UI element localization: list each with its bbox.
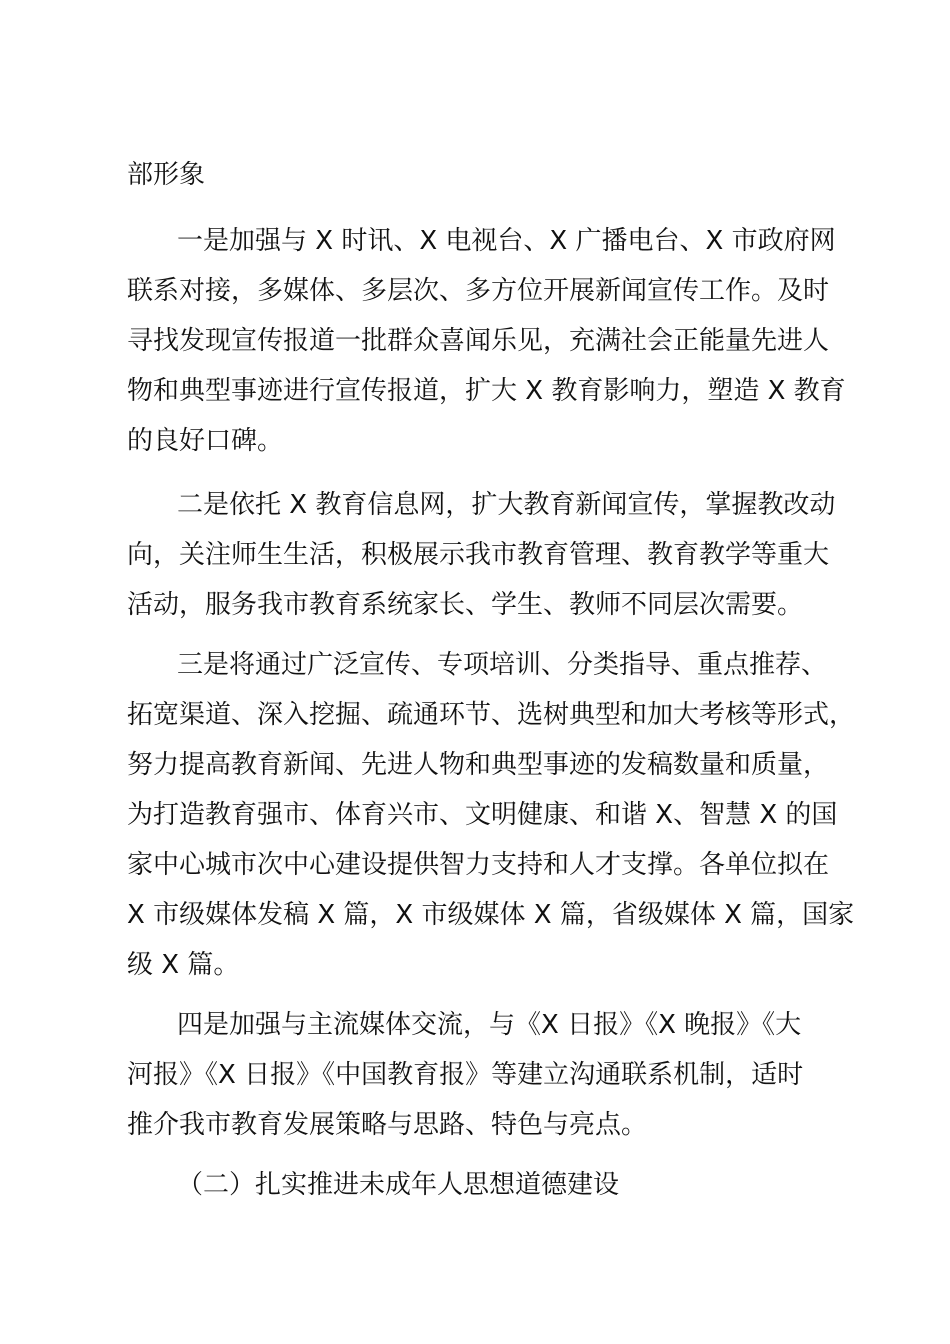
section-heading: （二）扎实推进未成年人思想道德建设 [177,1170,620,1200]
paragraph-3-line-1: 三是将通过广泛宣传、专项培训、分类指导、重点推荐、 [177,650,828,680]
paragraph-3-line-5: 家中心城市次中心建设提供智力支持和人才支撑。各单位拟在 [127,850,830,880]
paragraph-3-line-2: 拓宽渠道、深入挖掘、疏通环节、选树典型和加大考核等形式， [127,700,856,730]
paragraph-1-line-4: 物和典型事迹进行宣传报道，扩大 X 教育影响力，塑造 X 教育 [127,376,846,406]
paragraph-1-line-1: 一是加强与 X 时讯、X 电视台、X 广播电台、X 市政府网 [177,226,836,256]
paragraph-1-line-5: 的良好口碑。 [127,426,284,456]
continuation-line: 部形象 [127,160,206,190]
paragraph-3-line-4: 为打造教育强市、体育兴市、文明健康、和谐 X、智慧 X 的国 [127,800,838,830]
paragraph-1-line-2: 联系对接，多媒体、多层次、多方位开展新闻宣传工作。及时 [127,276,830,306]
paragraph-2-line-3: 活动，服务我市教育系统家长、学生、教师不同层次需要。 [127,590,804,620]
paragraph-3-line-7: 级 X 篇。 [127,950,240,980]
paragraph-3-line-3: 努力提高教育新闻、先进人物和典型事迹的发稿数量和质量， [127,750,830,780]
paragraph-3-line-6: X 市级媒体发稿 X 篇，X 市级媒体 X 篇，省级媒体 X 篇，国家 [127,900,855,930]
paragraph-4-line-3: 推介我市教育发展策略与思路、特色与亮点。 [127,1110,648,1140]
paragraph-2-line-2: 向，关注师生生活，积极展示我市教育管理、教育教学等重大 [127,540,830,570]
paragraph-2-line-1: 二是依托 X 教育信息网，扩大教育新闻宣传，掌握教改动 [177,490,836,520]
paragraph-1-line-3: 寻找发现宣传报道一批群众喜闻乐见，充满社会正能量先进人 [127,326,830,356]
paragraph-4-line-2: 河报》《X 日报》《中国教育报》等建立沟通联系机制，适时 [127,1060,804,1090]
paragraph-4-line-1: 四是加强与主流媒体交流，与《X 日报》《X 晚报》《大 [177,1010,802,1040]
